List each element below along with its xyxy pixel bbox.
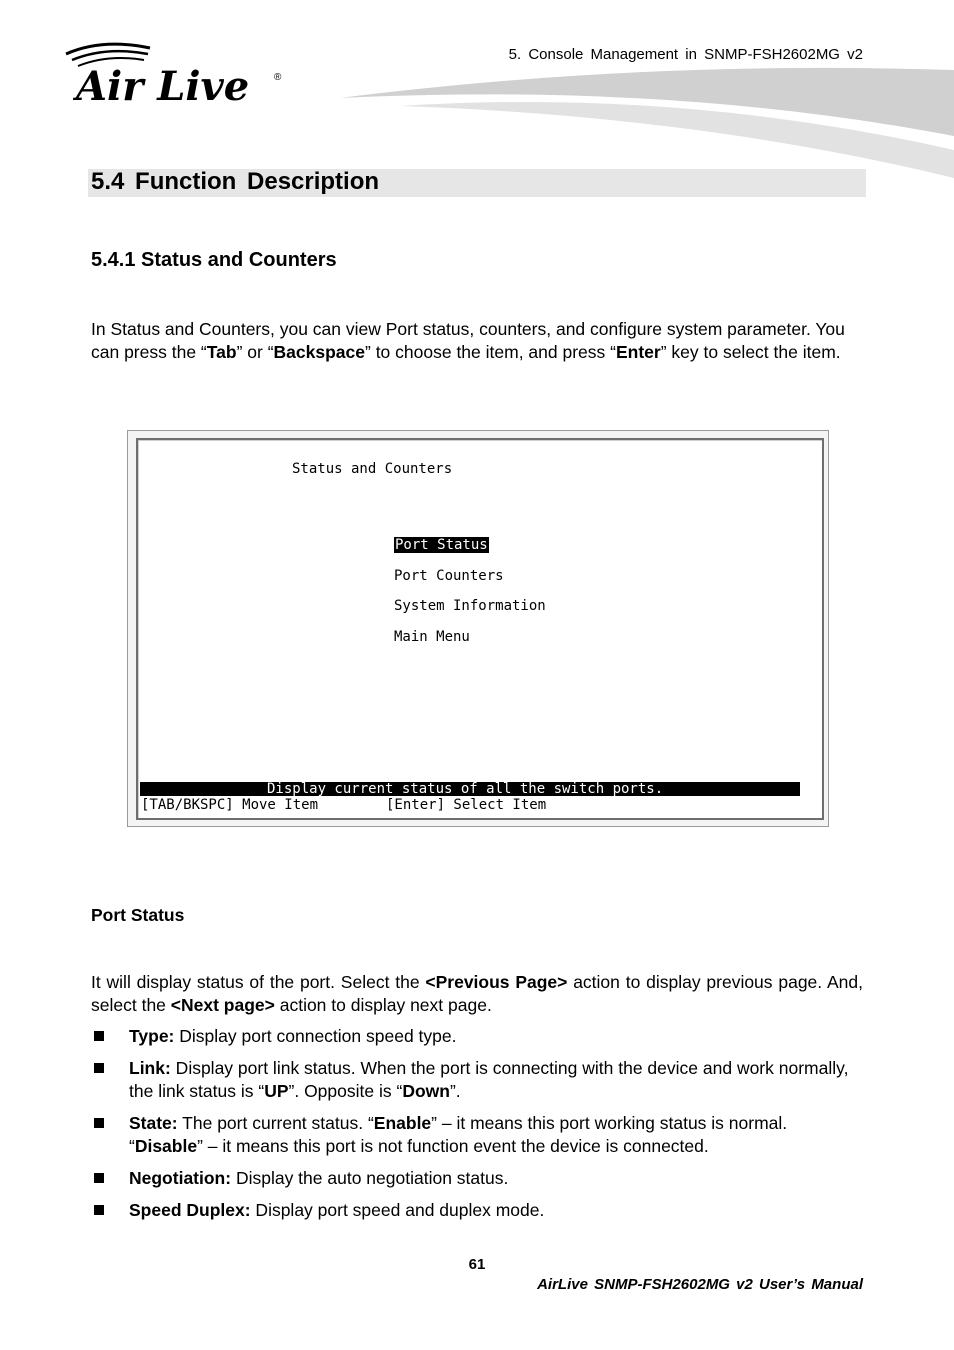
square-bullet-icon bbox=[94, 1205, 104, 1215]
terminal-status-line: Display current status of all the switch ports. bbox=[140, 782, 800, 796]
terminal-title: Status and Counters bbox=[292, 461, 453, 477]
section-title: 5.4 Function Description bbox=[91, 168, 380, 195]
list-item-speed-duplex: Speed Duplex: Display port speed and duplex mode. bbox=[91, 1199, 863, 1222]
airlive-logo bbox=[62, 40, 292, 110]
square-bullet-icon bbox=[94, 1118, 104, 1128]
footer-manual-title: AirLive SNMP-FSH2602MG v2 User’s Manual bbox=[537, 1276, 863, 1293]
logo-text: Air Live bbox=[76, 63, 250, 110]
square-bullet-icon bbox=[94, 1063, 104, 1073]
terminal-screen bbox=[136, 438, 824, 820]
header-swoosh-decoration bbox=[340, 66, 954, 178]
menu-item-port-status[interactable]: Port Status bbox=[395, 537, 488, 553]
port-status-heading: Port Status bbox=[91, 905, 185, 925]
registered-mark: ® bbox=[274, 72, 282, 83]
list-item-negotiation: Negotiation: Display the auto negotiation status. bbox=[91, 1167, 863, 1190]
menu-item-system-information[interactable]: System Information bbox=[394, 598, 546, 614]
list-item-type: Type: Display port connection speed type. bbox=[91, 1025, 863, 1048]
list-item-state: State: The port current status. “Enable” – it means this port working status is normal. “Disable” – it means this port is not function event the device is connected. bbox=[91, 1112, 863, 1158]
key-enter: Enter bbox=[615, 342, 661, 362]
running-head: 5. Console Management in SNMP-FSH2602MG v2 bbox=[508, 46, 863, 63]
square-bullet-icon bbox=[94, 1173, 104, 1183]
subsection-title: 5.4.1 Status and Counters bbox=[91, 249, 337, 271]
key-backspace: Backspace bbox=[273, 342, 365, 362]
terminal-key-hint-select: [Enter] Select Item bbox=[386, 797, 547, 813]
menu-item-port-counters[interactable]: Port Counters bbox=[394, 568, 504, 584]
menu-item-main-menu[interactable]: Main Menu bbox=[394, 629, 470, 645]
port-status-paragraph: It will display status of the port. Select the <Previous Page> action to display previous page. And, select the <Next page> action to display next page. bbox=[91, 972, 863, 1015]
key-tab: Tab bbox=[206, 342, 237, 362]
page-number: 61 bbox=[468, 1256, 486, 1273]
square-bullet-icon bbox=[94, 1031, 104, 1041]
list-item-link: Link: Display port link status. When the port is connecting with the device and work normally, the link status is “UP”. Opposite is “Down”. bbox=[91, 1057, 863, 1103]
port-status-field-list bbox=[91, 1025, 863, 1231]
intro-paragraph: In Status and Counters, you can view Port status, counters, and configure system parameter. You can press the “Tab” or “Backspace” to choose the item, and press “Enter” key to select the item. bbox=[91, 319, 845, 362]
terminal-key-hint-move: [TAB/BKSPC] Move Item bbox=[141, 797, 319, 813]
